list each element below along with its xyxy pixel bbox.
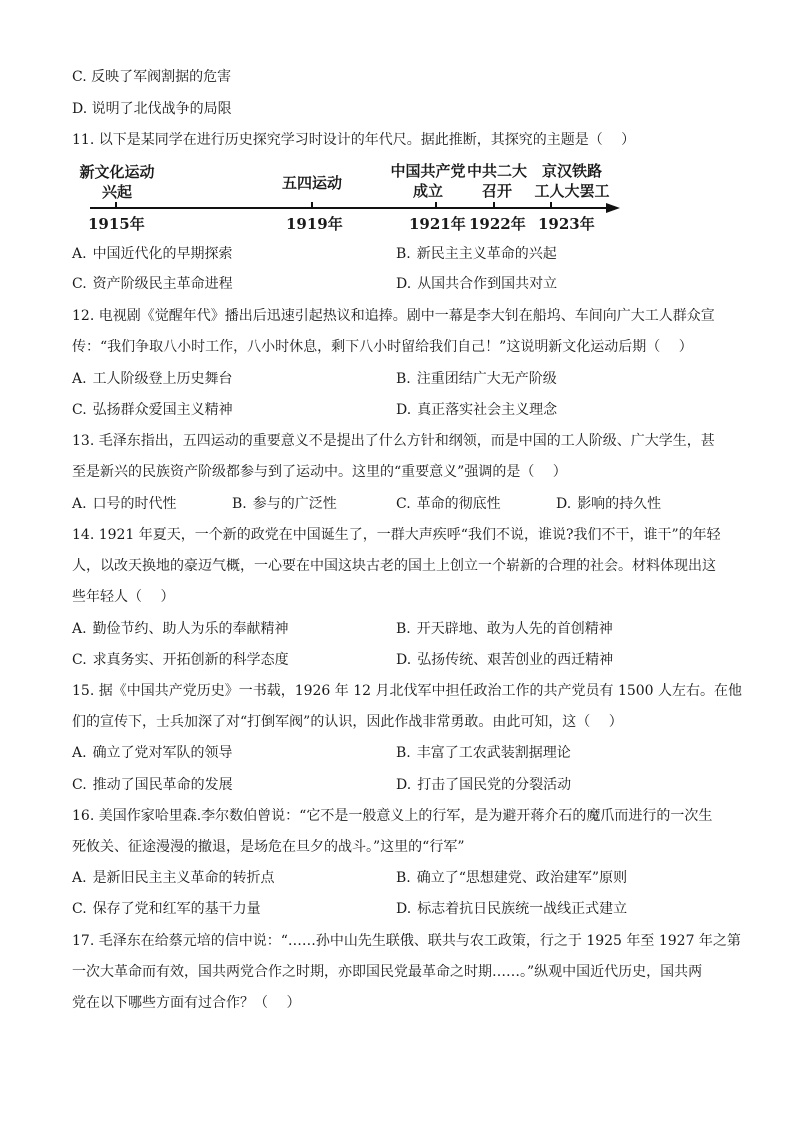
option-q10-c: C. 反映了军阀割据的危害 [72, 69, 232, 85]
year-1919: 1919年 [286, 215, 343, 233]
option-q13-d: D. 影响的持久性 [556, 496, 662, 512]
option-q11-d: D. 从国共合作到国共对立 [396, 276, 558, 292]
question-15-line1: 15. 据《中国共产党历史》一书载，1926 年 12 月北伐军中担任政治工作的共产党员有 1500 人左右。在他 [72, 683, 743, 699]
option-q12-c: C. 弘扬群众爱国主义精神 [72, 402, 233, 418]
event-3-line2: 成立 [412, 182, 443, 200]
option-q10-d: D. 说明了北伐战争的局限 [72, 101, 232, 117]
option-q12-a: A. 工人阶级登上历史舞台 [72, 371, 233, 387]
option-q16-c: C. 保存了党和红军的基干力量 [72, 901, 261, 917]
question-16-line2: 死攸关、征途漫漫的撤退，是场危在旦夕的战斗。”这里的“行军” [72, 839, 465, 855]
option-q15-b: B. 丰富了工农武装割据理论 [396, 745, 571, 761]
timeline-event-4 [464, 161, 530, 201]
option-q14-d: D. 弘扬传统、艰苦创业的西迁精神 [396, 652, 614, 668]
option-q11-c: C. 资产阶级民主革命进程 [72, 276, 233, 292]
option-q12-b: B. 注重团结广大无产阶级 [396, 371, 557, 387]
option-q16-d: D. 标志着抗日民族统一战线正式建立 [396, 901, 628, 917]
question-14-line2: 人，以改天换地的豪迈气概，一心要在中国这块古老的国土上创立一个崭新的合理的社会。材料体现出这 [72, 558, 716, 574]
question-15-line2: 们的宣传下，士兵加深了对“打倒军阀”的认识，因此作战非常勇敢。由此可知，这（ ） [72, 714, 623, 730]
event-4-line2: 召开 [481, 182, 512, 200]
event-4-line1: 中共二大 [466, 162, 527, 180]
question-17-line2: 一次大革命而有效，国共两党合作之时期，亦即国民党最革命之时期……。”纵观中国近代历史，国共两 [72, 964, 703, 980]
question-17-line1: 17. 毛泽东在给蔡元培的信中说：“……孙中山先生联俄、联共与农工政策，行之于 1925 年至 1927 年之第 [72, 933, 741, 949]
timeline-arrow [606, 203, 620, 213]
question-17-line3: 党在以下哪些方面有过合作？（ ） [72, 995, 301, 1011]
timeline-figure [70, 160, 630, 235]
year-1922: 1922年 [469, 215, 526, 233]
option-q13-a: A. 口号的时代性 [72, 496, 177, 512]
option-q13-b: B. 参与的广泛性 [232, 496, 337, 512]
timeline-event-1 [72, 162, 162, 202]
event-5-line1: 京汉铁路 [541, 162, 602, 180]
question-14-line3: 些年轻人（ ） [72, 589, 175, 605]
option-q11-b: B. 新民主主义革命的兴起 [396, 246, 557, 262]
question-16-line1: 16. 美国作家哈里森.李尔数伯曾说：“它不是一般意义上的行军，是为避开蒋介石的魔爪而进行的一次生 [72, 808, 713, 824]
option-q16-b: B. 确立了“思想建党、政治建军”原则 [396, 870, 628, 886]
year-1915: 1915年 [88, 215, 145, 233]
event-2-line1: 五四运动 [281, 174, 342, 192]
event-3-line1: 中国共产党 [390, 162, 466, 180]
event-1-line1: 新文化运动 [79, 163, 155, 181]
year-1921: 1921年 [409, 215, 466, 233]
question-12-line2: 传：“我们争取八小时工作，八小时休息，剩下八小时留给我们自己！”这说明新文化运动后期（ ） [72, 339, 693, 355]
year-1923: 1923年 [538, 215, 595, 233]
event-5-line2: 工人大罢工 [534, 182, 610, 200]
option-q13-c: C. 革命的彻底性 [396, 496, 501, 512]
question-12-line1: 12. 电视剧《觉醒年代》播出后迅速引起热议和追捧。剧中一幕是李大钊在船坞、车间向广大工人群众宣 [72, 308, 715, 324]
question-11: 11. 以下是某同学在进行历史探究学习时设计的年代尺。据此推断，其探究的主题是（ ） [72, 132, 636, 148]
option-q16-a: A. 是新旧民主主义革命的转折点 [72, 870, 275, 886]
option-q15-a: A. 确立了党对军队的领导 [72, 745, 233, 761]
option-q12-d: D. 真正落实社会主义理念 [396, 402, 558, 418]
question-14-line1: 14. 1921 年夏天，一个新的政党在中国诞生了，一群大声疾呼“我们不说，谁说?我们不干，谁干”的年轻 [72, 527, 721, 543]
option-q15-d: D. 打击了国民党的分裂活动 [396, 777, 572, 793]
timeline-event-5 [522, 161, 622, 201]
timeline-event-3 [388, 161, 468, 201]
option-q14-c: C. 求真务实、开拓创新的科学态度 [72, 652, 289, 668]
question-13-line1: 13. 毛泽东指出，五四运动的重要意义不是提出了什么方针和纲领，而是中国的工人阶级、广大学生，甚 [72, 433, 715, 449]
option-q14-a: A. 勤俭节约、助人为乐的奉献精神 [72, 621, 289, 637]
option-q15-c: C. 推动了国民革命的发展 [72, 777, 233, 793]
question-13-line2: 至是新兴的民族资产阶级都参与到了运动中。这里的“重要意义”强调的是（ ） [72, 464, 567, 480]
option-q14-b: B. 开天辟地、敢为人先的首创精神 [396, 621, 613, 637]
timeline-event-2 [272, 173, 352, 193]
option-q11-a: A. 中国近代化的早期探索 [72, 246, 233, 262]
event-1-line2: 兴起 [101, 183, 132, 201]
